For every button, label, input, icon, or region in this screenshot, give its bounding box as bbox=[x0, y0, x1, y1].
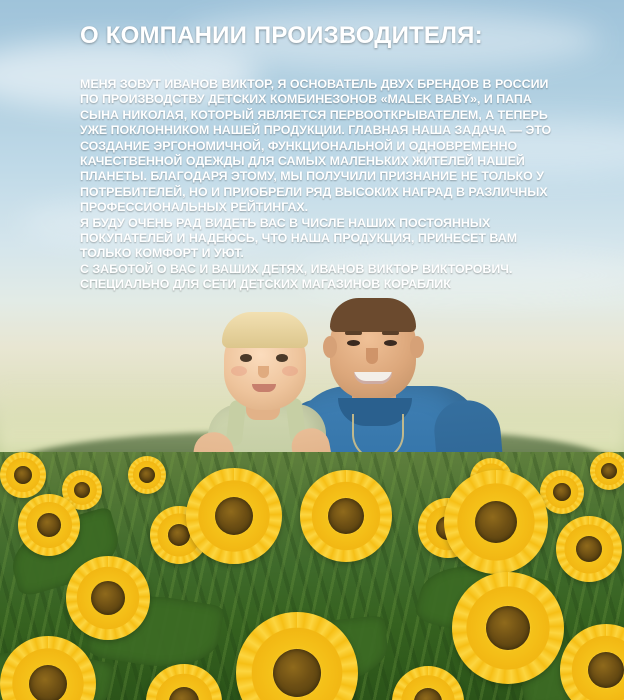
child-hair bbox=[222, 312, 308, 348]
child-eye bbox=[240, 354, 252, 362]
man-ear bbox=[410, 336, 424, 358]
child-nose bbox=[258, 366, 269, 378]
man-eyebrow bbox=[382, 331, 399, 335]
child-eye bbox=[276, 354, 288, 362]
paragraph: С ЗАБОТОЙ О ВАС И ВАШИХ ДЕТЯХ, ИВАНОВ ВИКТОР ВИКТОРОВИЧ. СПЕЦИАЛЬНО ДЛЯ СЕТИ ДЕТСКИХ МАГАЗИНОВ КОРАБЛИК bbox=[80, 261, 513, 292]
paragraph: МЕНЯ ЗОВУТ ИВАНОВ ВИКТОР, Я ОСНОВАТЕЛЬ ДВУХ БРЕНДОВ В РОССИИ ПО ПРОИЗВОДСТВУ ДЕТСКИХ КОМБИНЕЗОНОВ «MALEK BABY», И ПАПА СЫНА НИКОЛАЯ, КОТОРЫЙ ЯВЛЯЕТСЯ ПЕРВООТКРЫВАТЕЛЕМ, А ТЕПЕРЬ УЖЕ ПОКЛОННИКОМ НАШЕЙ ПРОДУКЦИИ. ГЛАВНАЯ НАША ЗАДАЧА — ЭТО СОЗДАНИЕ ЭРГОНОМИЧНОЙ, ФУНКЦИОНАЛЬНОЙ И ОДНОВРЕМЕННО КАЧЕСТВЕННОЙ ОДЕЖДЫ ДЛЯ САМЫХ МАЛЕНЬКИХ ЖИТЕЛЕЙ НАШЕЙ ПЛАНЕТЫ. БЛАГОДАРЯ ЭТОМУ, МЫ ПОЛУЧИЛИ ПРИЗНАНИЕ НЕ ТОЛЬКО У ПОТРЕБИТЕЛЕЙ, НО И ПРИОБРЕЛИ РЯД ВЫСОКИХ НАГРАД В РАЗЛИЧНЫХ ПРОФЕССИОНАЛЬНЫХ РЕЙТИНГАХ. bbox=[80, 77, 552, 215]
body-copy bbox=[80, 77, 556, 293]
man-mouth bbox=[354, 372, 392, 384]
man-hair bbox=[330, 298, 416, 332]
man-nose bbox=[366, 348, 378, 364]
child-cheek bbox=[231, 366, 247, 376]
page-title: О КОМПАНИИ ПРОИЗВОДИТЕЛЯ: bbox=[80, 22, 483, 49]
man-eye bbox=[384, 340, 397, 346]
paragraph: Я БУДУ ОЧЕНЬ РАД ВИДЕТЬ ВАС В ЧИСЛЕ НАШИХ ПОСТОЯННЫХ ПОКУПАТЕЛЕЙ И НАДЕЮСЬ, ЧТО НАША ПРОДУКЦИЯ, ПРИНЕСЕТ ВАМ ТОЛЬКО КОМФОРТ И УЮТ. bbox=[80, 215, 518, 261]
man-eye bbox=[347, 340, 360, 346]
child-cheek bbox=[282, 366, 298, 376]
man-ear bbox=[323, 336, 337, 358]
man-eyebrow bbox=[345, 331, 362, 335]
